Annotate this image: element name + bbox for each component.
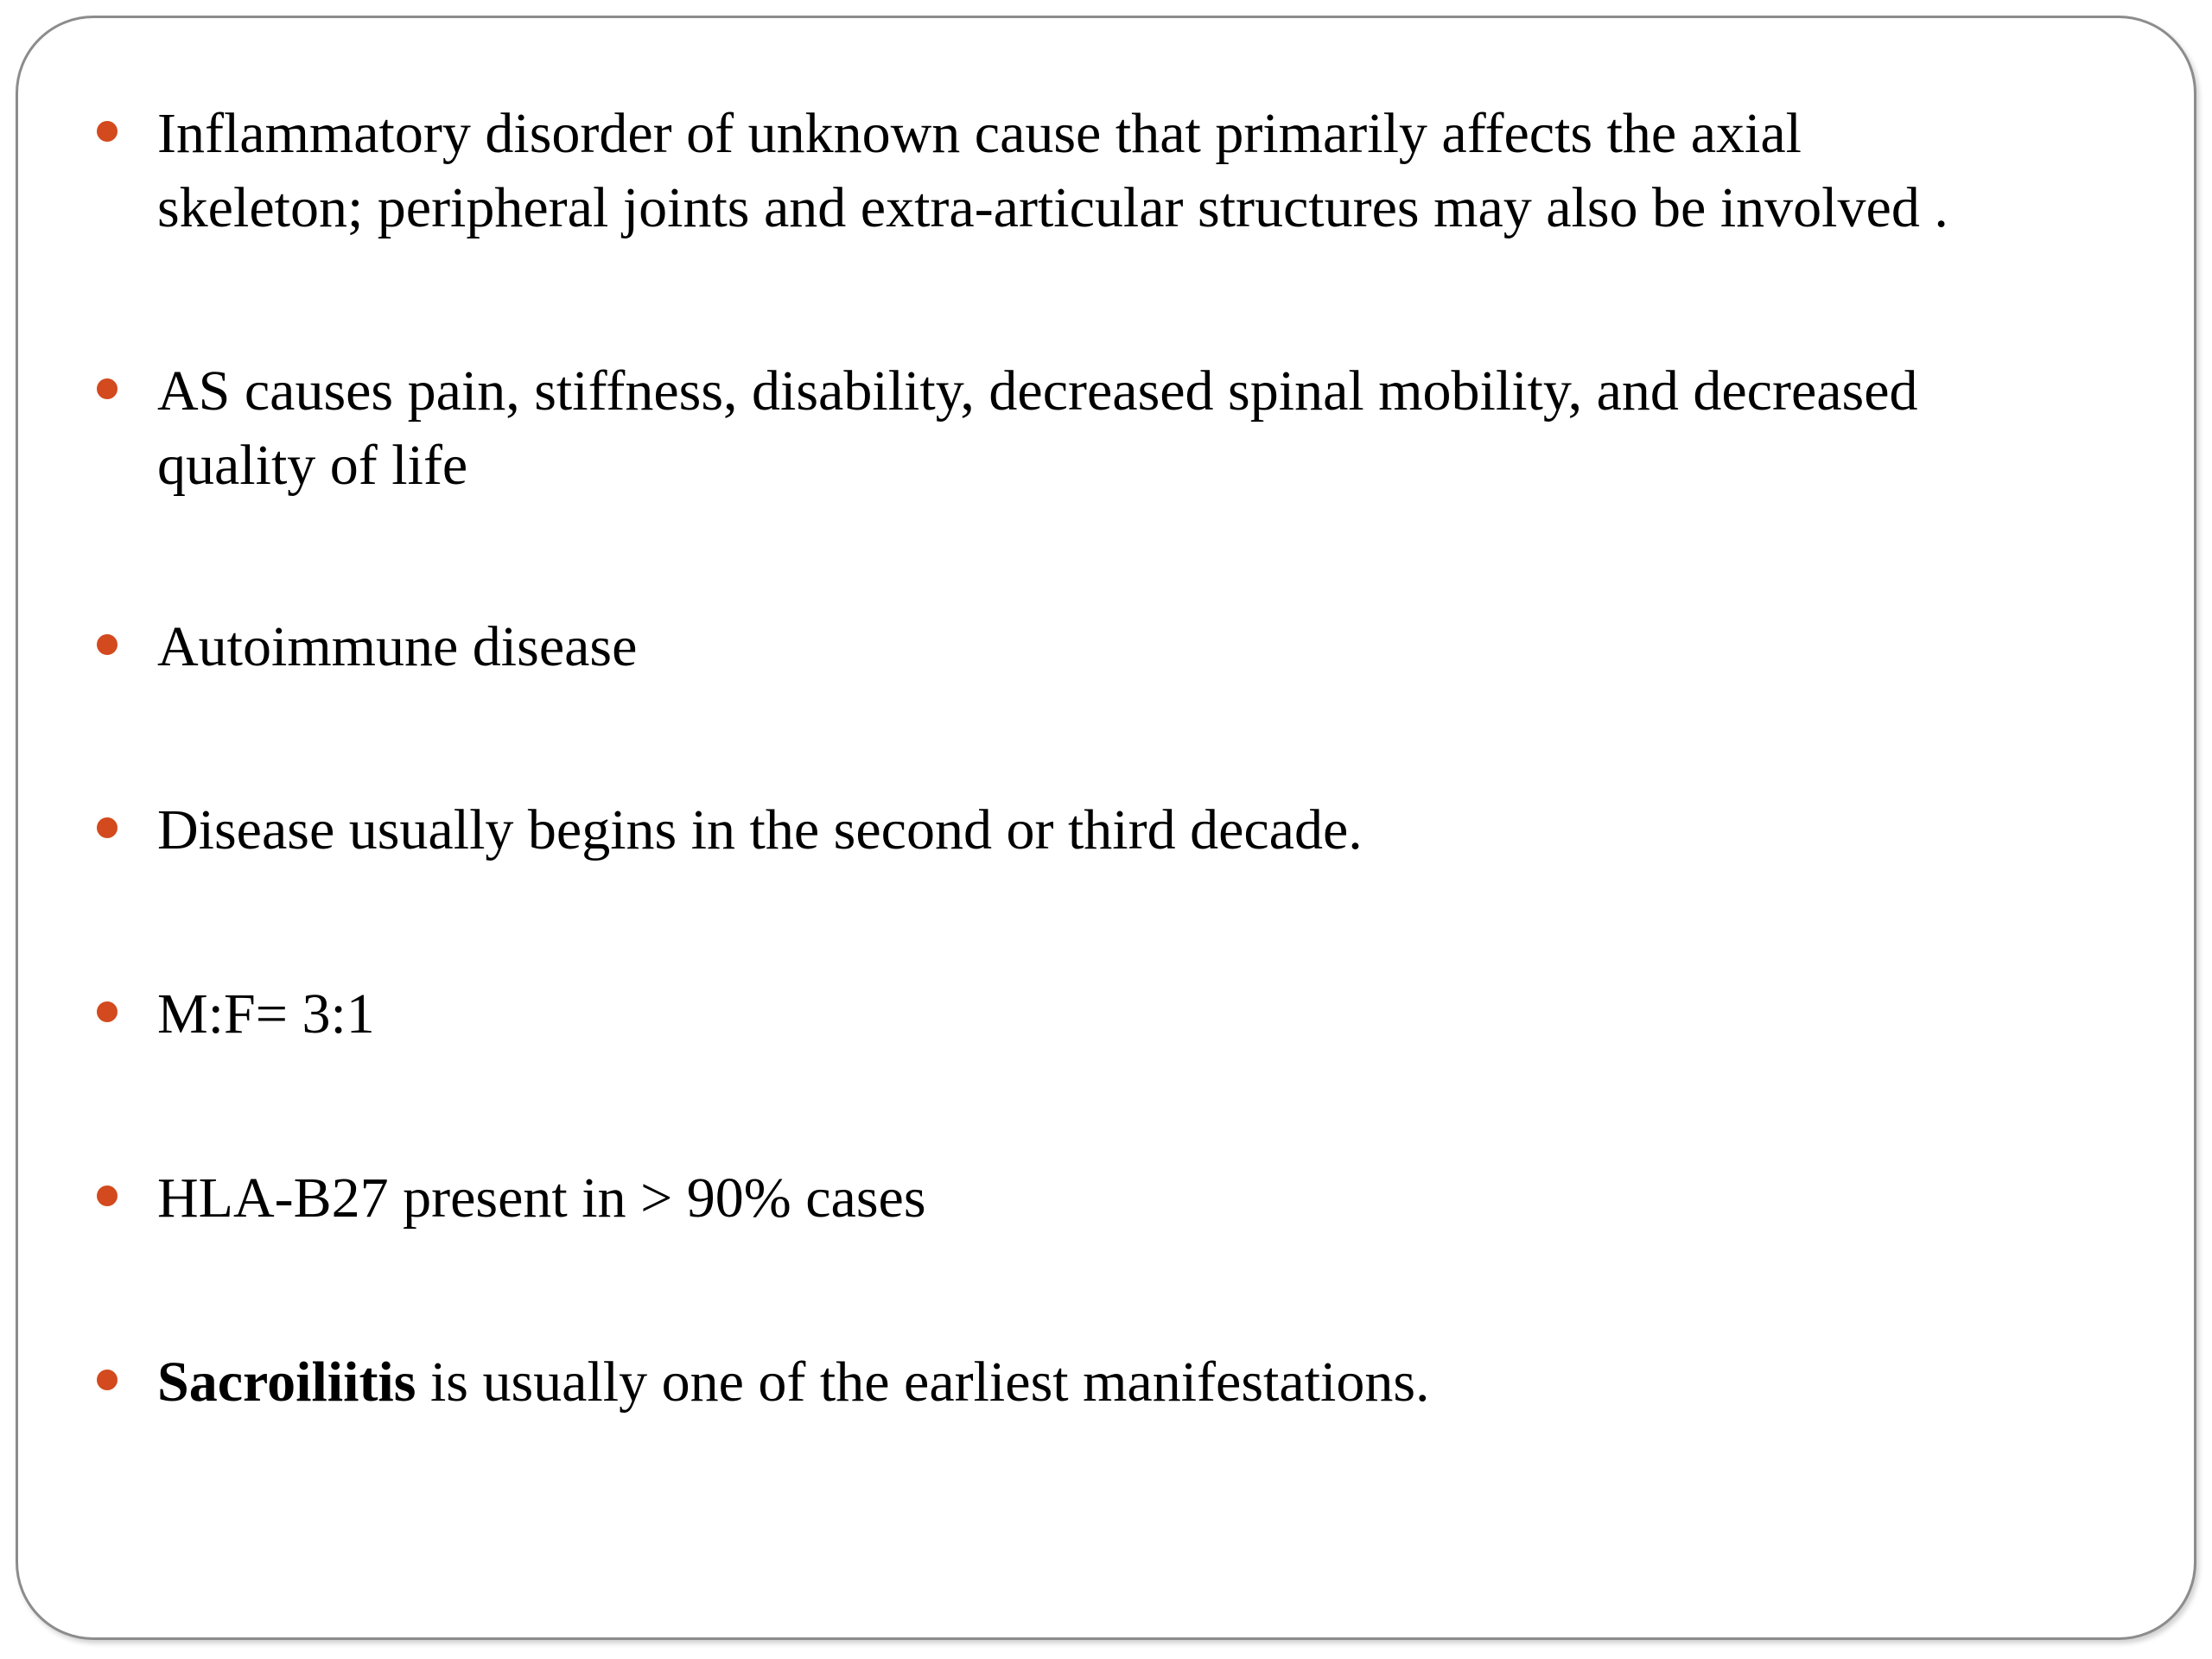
bullet-text-4: Disease usually begins in the second or third decade. [157, 798, 1363, 861]
bullet-text-3: Autoimmune disease [157, 615, 638, 678]
bullet-text-5: M:F= 3:1 [157, 982, 375, 1046]
bullet-dot-icon [97, 121, 118, 142]
bullet-dot-icon [97, 378, 118, 399]
bullet-text-7 [157, 1345, 2110, 1420]
bullet-dot-icon [97, 634, 118, 655]
bullet-1-line-1: Inflammatory disorder of unknown cause that primarily affects the axial [157, 102, 1802, 165]
bold-term-sacroiliitis: Sacroiliitis [157, 1351, 416, 1414]
bullet-text-6: HLA-B27 present in > 90% cases [157, 1166, 926, 1230]
bullet-dot-icon [97, 1370, 118, 1390]
bullet-dot-icon [97, 1001, 118, 1022]
bullet-7-rest: is usually one of the earliest manifestations. [416, 1351, 1430, 1414]
bullet-dot-icon [97, 1185, 118, 1206]
bullet-text-1 [157, 97, 2110, 245]
bullet-text-2 [157, 354, 2110, 503]
bullet-1-line-2: skeleton; peripheral joints and extra-articular structures may also be involved . [157, 176, 1948, 239]
bullet-dot-icon [97, 817, 118, 838]
bullet-2-line-1: AS causes pain, stiffness, disability, decreased spinal mobility, and decreased [157, 359, 1918, 423]
bullet-2-line-2: quality of life [157, 434, 468, 497]
